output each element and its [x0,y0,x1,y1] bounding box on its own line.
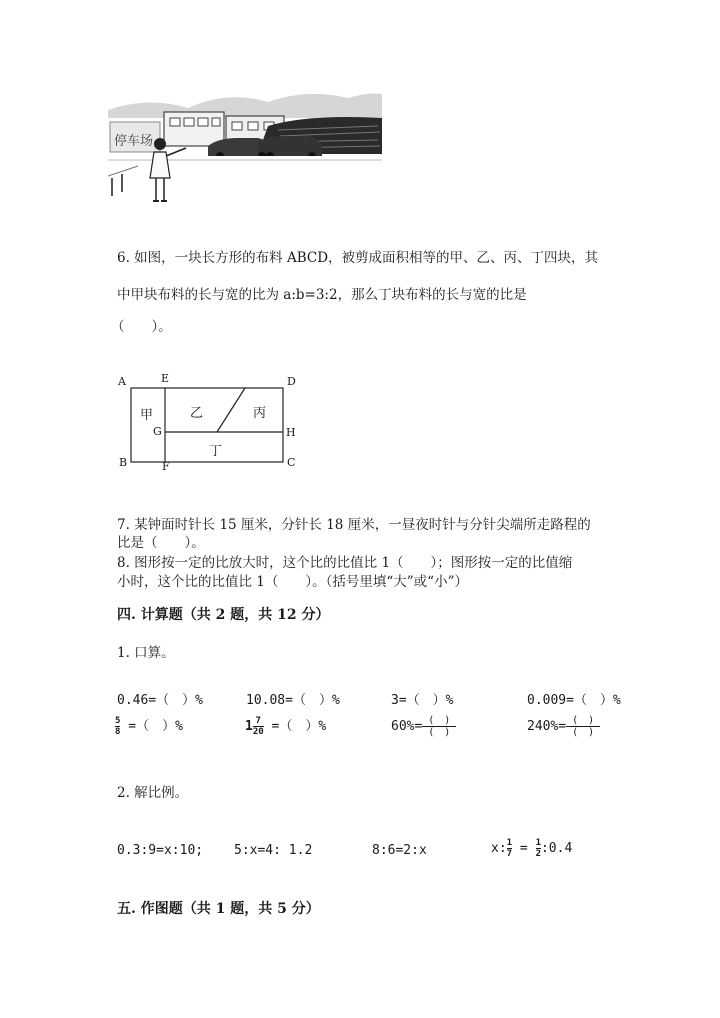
region-label-jia: 甲 [140,408,154,423]
fraction-blank [422,715,456,738]
fraction-denominator: 8 [115,727,121,737]
region-label-yi: 乙 [190,406,204,421]
corner-label-d: D [287,375,296,388]
calc-item-60-percent [391,715,456,738]
q8-line-2: 小时，这个比的比值比 1（ ）。（括号里填“大”或“小”） [117,574,468,590]
corner-label-h: H [286,426,296,439]
proportion-4-tail: :0.4 [540,841,573,856]
fraction-7-20 [253,716,264,737]
proportion-4-equals: = [512,841,536,856]
calc-item-1-7-20 [245,715,326,737]
fraction-numerator: ( ) [572,715,595,726]
section-4-heading: 四. 计算题（共 2 题，共 12 分） [117,607,330,623]
proportion-4-lead: x: [491,841,507,856]
corner-label-a: A [118,375,126,388]
calc-q1-label: 1. 口算。 [117,645,175,661]
q6-rectangle-figure [115,371,305,471]
proportion-item-4 [491,838,572,859]
proportion-item-1: 0.3:9=x:10; [117,843,204,858]
q8-line-1: 8. 图形按一定的比放大时，这个比的比值比 1（ ）；图形按一定的比值缩 [117,555,573,571]
calc-item-0-46: 0.46=（ ）% [117,693,203,708]
fraction-numerator: 1 [506,838,513,848]
proportion-item-2: 5:x=4: 1.2 [234,843,313,858]
q6-line-2: 中甲块布料的长与宽的比为 a:b=3:2，那么丁块布料的长与宽的比是 [117,287,527,303]
q7-line-2: 比是（ ）。 [117,535,205,551]
section-5-heading: 五. 作图题（共 1 题，共 5 分） [117,901,320,917]
calc-item-1-7-20-rest: =（ ）% [263,719,327,734]
calc-item-240-lead: 240%= [527,719,567,734]
q7-line-1: 7. 某钟面时针长 15 厘米，分针长 18 厘米，一昼夜时针与分针尖端所走路程的 [117,517,591,533]
q6-line-3: （ ）。 [111,319,172,335]
fraction-numerator: 1 [535,838,541,848]
calc-item-240-percent [527,715,600,738]
proportion-item-3: 8:6=2:x [372,843,427,858]
parking-lot-drawing [108,88,382,210]
corner-label-b: B [119,456,128,469]
fraction-numerator: 7 [255,716,261,726]
calc-item-60-lead: 60%= [391,719,423,734]
calc-item-5-8 [115,715,183,737]
corner-label-e: E [161,372,170,385]
region-label-bing: 丙 [253,406,267,421]
corner-label-g: G [153,425,162,438]
corner-label-f: F [162,460,170,473]
fraction-blank [566,715,600,738]
fraction-denominator: 7 [506,849,513,859]
fraction-numerator: ( ) [428,715,451,726]
fraction-denominator: 2 [535,849,541,859]
fraction-denominator: 20 [252,727,264,737]
mixed-whole: 1 [245,719,253,734]
fraction-denominator: ( ) [572,727,595,738]
calc-item-10-08: 10.08=（ ）% [246,693,340,708]
calc-item-0-009: 0.009=（ ）% [527,693,621,708]
corner-label-c: C [287,456,296,469]
calc-item-3: 3=（ ）% [391,693,454,708]
fraction-denominator: ( ) [428,727,451,738]
q6-line-1: 6. 如图，一块长方形的布料 ABCD，被剪成面积相等的甲、乙、丙、丁四块，其 [117,250,599,266]
calc-item-5-8-rest: =（ ）% [120,719,183,734]
parking-sign-label: 停车场 [114,134,154,149]
fraction-numerator: 5 [115,716,121,726]
calc-q2-label: 2. 解比例。 [117,785,189,801]
region-label-ding: 丁 [209,444,223,459]
parking-lot-illustration [108,88,382,210]
